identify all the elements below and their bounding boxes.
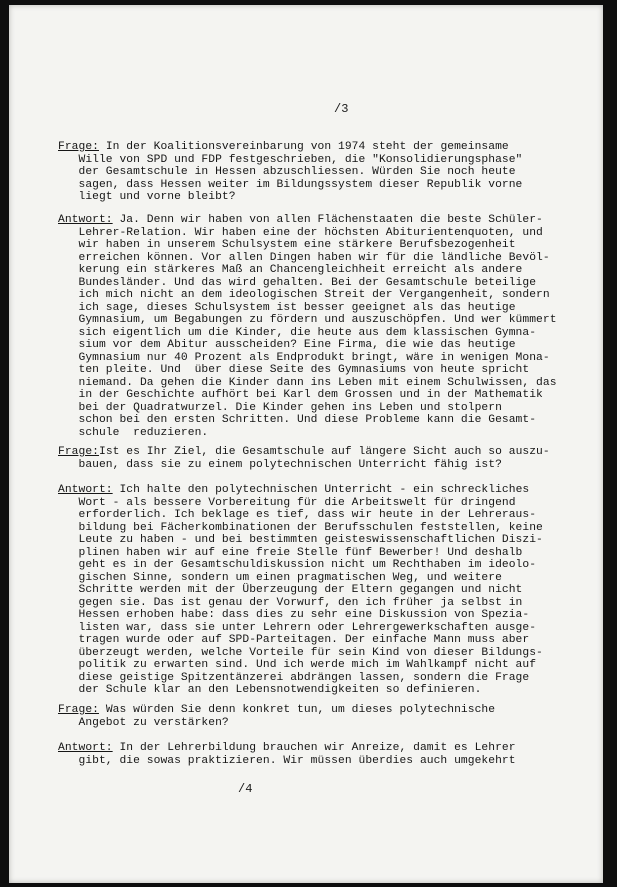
block-line: bauen, dass sie zu einem polytechnischen Unterricht fähig ist? [58,458,502,471]
page-number-footer: /4 [238,782,253,796]
block-line: Hessen erhoben habe: dass dies zu sehr eine Diskussion von Spezia- [58,609,530,621]
block-line: erreichen können. Vor allen Dingen haben wir für die ländliche Bevöl- [58,251,550,264]
question-label: Frage: [58,704,99,716]
block-line: ich mich nicht an dem ideologischen Streit der Vergangenheit, sondern [58,289,550,301]
block-line: überzeugt werden, welche Vorteile für sein Kind von dieser Bildungs- [58,646,543,659]
answer-block-3 [58,742,578,767]
block-line: tragen wurde oder auf SPD-Parteitagen. Der einfache Mann muss aber [58,634,530,646]
block-line: Leute zu haben - und bei bestimmten geisteswissenschaftlichen Diszi- [58,534,543,546]
block-line: Antwort: In der Lehrerbildung brauchen wir Anreize, damit es Lehrer [58,742,516,754]
block-line: plinen haben wir auf eine freie Stelle fünf Bewerber! Und deshalb [58,546,523,559]
block-line: Frage: In der Koalitionsvereinbarung von 1974 steht der gemeinsame [58,141,509,153]
question-label: Frage: [58,446,99,458]
block-line: ten pleite. Und über diese Seite des Gymnasiums von heute spricht [58,364,530,376]
block-line: wir haben in unserem Schulsystem eine stärkere Berufsbezogenheit [58,239,516,251]
block-line: politik zu erwarten sind. Und ich werde mich im Wahlkampf nicht auf [58,659,537,671]
block-line: in der Geschichte aufhört bei Karl dem Grossen und in der Mathematik [58,389,543,401]
block-line: Gymnasium nur 40 Prozent als Endprodukt bringt, wäre in wenigen Mona- [58,351,550,364]
block-line: geht es in der Gesamtschuldiskussion nicht um Rechthaben im ideolo- [58,559,537,571]
block-line: schule reduzieren. [58,426,209,439]
block-line: gibt, die sowas praktizieren. Wir müssen überdies auch umgekehrt [58,754,516,767]
answer-label: Antwort: [58,742,113,754]
block-line: liegt und vorne bleibt? [58,191,236,203]
block-line: gischen Sinne, sondern um einen pragmatischen Weg, und weitere [58,571,502,584]
block-line: Bundesländer. Und das wird gehalten. Bei der Gesamtschule beteilige [58,276,537,289]
block-line: kerung ein stärkeres Maß an Chancengleichheit erreicht als andere [58,264,523,276]
block-line: der Gesamtschule in Hessen abzuschliessen. Würden Sie noch heute [58,166,516,178]
page-number-header: /3 [334,102,349,116]
block-line: gegen sie. Das ist genau der Vorwurf, den ich früher ja selbst in [58,596,523,609]
block-line: Gymnasium, um Begabungen zu fördern und auszuschöpfen. Und wer kümmert [58,314,557,326]
block-line: erforderlich. Ich beklage es tief, dass wir heute in der Lehreraus- [58,509,537,521]
block-line: listen war, dass sie unter Lehrern oder Lehrergewerkschaften ausge- [58,621,537,634]
block-line: Wille von SPD und FDP festgeschrieben, die "Konsolidierungsphase" [58,153,523,166]
answer-label: Antwort: [58,484,113,496]
block-line: Frage: Was würden Sie denn konkret tun, um dieses polytechnische [58,704,496,716]
question-block-1 [58,141,578,204]
block-line: ich sage, dieses Schulsystem ist besser geeignet als das heutige [58,301,516,314]
block-line: sich eigentlich um die Kinder, die heute aus dem klassischen Gymna- [58,326,537,339]
answer-block-2 [58,484,578,697]
answer-block-1 [58,214,578,439]
answer-label: Antwort: [58,214,113,226]
question-label: Frage: [58,141,99,153]
block-line: bei der Quadratwurzel. Die Kinder gehen ins Leben und stolpern [58,401,502,414]
question-block-2 [58,446,578,471]
block-line: diese geistige Spitzentänzerei abdrängen lassen, sondern die Frage [58,671,530,684]
block-line: niemand. Da gehen die Kinder dann ins Leben mit einem Schulwissen, das [58,376,557,389]
block-line: sium vor dem Abitur ausscheiden? Eine Firma, die wie das heutige [58,339,516,351]
block-line: sagen, dass Hessen weiter im Bildungssystem dieser Republik vorne [58,178,523,191]
block-line: Schritte werden mit der Überzeugung der Eltern gegangen und nicht [58,584,523,596]
block-line: Frage:Ist es Ihr Ziel, die Gesamtschule auf längere Sicht auch so auszu- [58,446,550,458]
block-line: Antwort: Ich halte den polytechnischen Unterricht - ein schreckliches [58,484,530,496]
block-line: der Schule klar an den Lebensnotwendigkeiten so definieren. [58,684,482,696]
block-line: Angebot zu verstärken? [58,716,229,729]
block-line: Antwort: Ja. Denn wir haben von allen Flächenstaaten die beste Schüler- [58,214,543,226]
block-line: Lehrer-Relation. Wir haben eine der höchsten Abiturientenquoten, und [58,226,543,239]
block-line: bildung bei Fächerkombinationen der Berufsschulen feststellen, keine [58,521,543,534]
question-block-3 [58,704,578,729]
block-line: Wort - als bessere Vorbereitung für die Arbeitswelt für dringend [58,496,516,509]
document-page [9,5,603,883]
block-line: schon bei den ersten Schritten. Und diese Probleme kann die Gesamt- [58,414,537,426]
